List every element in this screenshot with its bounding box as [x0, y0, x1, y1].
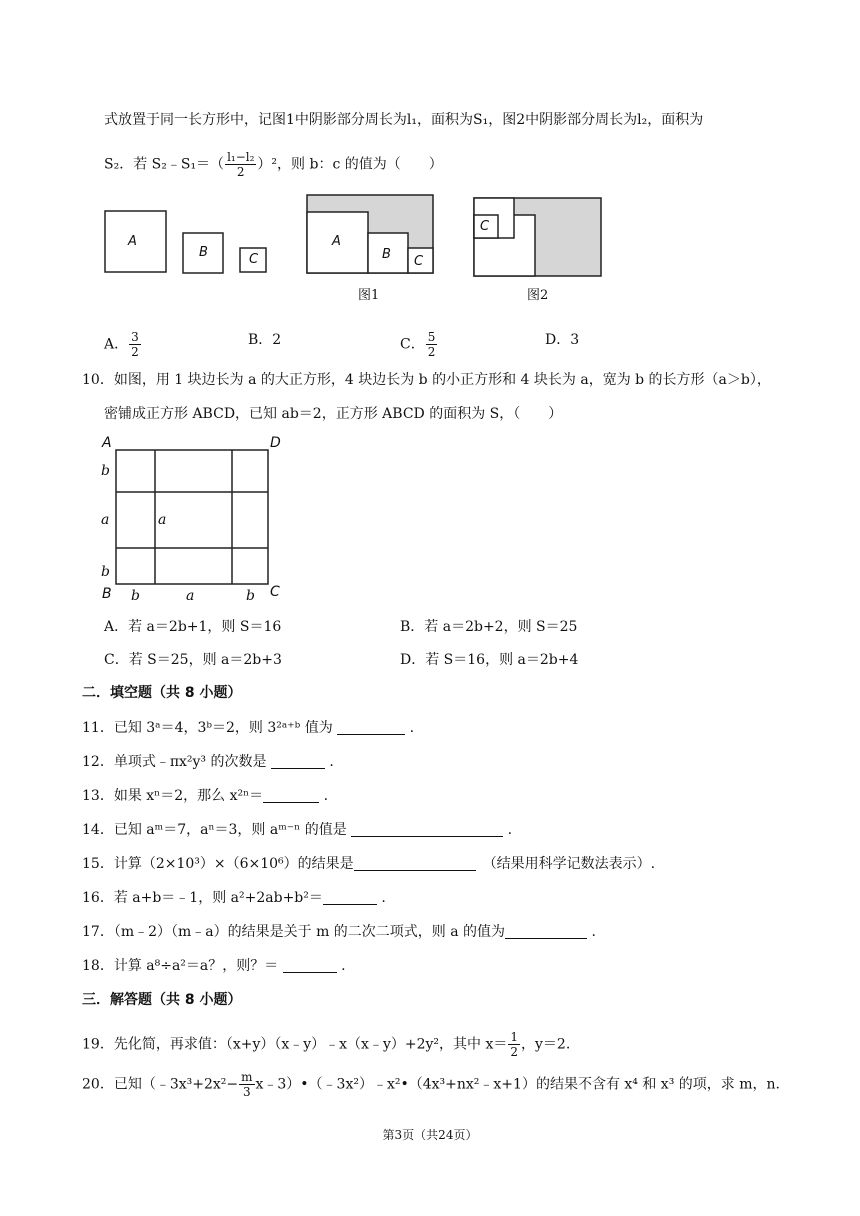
fig1-label-c: C — [414, 254, 424, 269]
q10-side-b-bottom: b — [101, 564, 110, 580]
fig2-caption: 图2 — [527, 288, 549, 303]
q17: 17．（m﹣2）（m﹣a）的结果是关于 m 的二次二项式，则 a 的值为 . — [82, 924, 596, 940]
q10-label-D: D — [270, 435, 281, 451]
label-b: B — [199, 245, 208, 260]
q9-option-d: D．3 — [545, 332, 580, 348]
q10-option-b: B．若 a＝2b+2，则 S＝25 — [400, 619, 578, 635]
q10-bottom-a: a — [186, 588, 195, 604]
q9-option-a: A． $\frac{3}{2}$ — [104, 330, 139, 359]
q10-bottom-b-left: b — [131, 588, 140, 604]
q10-option-c: C．若 S＝25，则 a＝2b+3 — [104, 652, 282, 668]
label-a: A — [128, 234, 137, 249]
q9-option-b: B．2 — [248, 332, 282, 348]
q12: 12．单项式﹣πx²y³ 的次数是 . — [82, 754, 334, 770]
q14: 14．已知 aᵐ＝7，aⁿ＝3，则 aᵐ⁻ⁿ 的值是 . — [82, 822, 513, 838]
q10-inner-a: a — [158, 512, 167, 528]
q10-line1: 10．如图，用 1 块边长为 a 的大正方形，4 块边长为 b 的小正方形和 4 块长为 a，宽为 b 的长方形（a＞b）， — [82, 372, 771, 388]
q13: 13．如果 xⁿ＝2，那么 x²ⁿ＝ . — [82, 788, 329, 804]
q9-option-c: C． $\frac{5}{2}$ — [400, 330, 436, 359]
q10-label-B: B — [102, 586, 112, 602]
q10-bottom-b-right: b — [246, 588, 255, 604]
q9-line1: 式放置于同一长方形中，记图1中阴影部分周长为l₁，面积为S₁，图2中阴影部分周长为l₂，面积为 — [104, 112, 704, 128]
q11: 11．已知 3ᵃ＝4，3ᵇ＝2，则 3²ᵃ⁺ᵇ 值为 . — [82, 720, 415, 736]
fig2-label-c: C — [480, 219, 490, 234]
q10-label-A: A — [102, 435, 112, 451]
q19: 19．先化简，再求值：（x+y）（x﹣y）﹣x（x﹣y）+2y²，其中 x＝ $\frac{1}{2}$ ，y＝2. — [82, 1030, 571, 1059]
q10-label-C: C — [270, 584, 280, 600]
q10-option-d: D．若 S＝16，则 a＝2b+4 — [400, 652, 579, 668]
q20: 20．已知（﹣3x³+2x²− $\frac{m}{3}$ x﹣3）•（﹣3x²）﹣x²•（4x³+nx²﹣x+1）的结果不含有 x⁴ 和 x³ 的项，求 m，n. — [82, 1070, 780, 1099]
abcd-square — [116, 450, 268, 584]
section-fill-title: 二．填空题（共 8 小题） — [82, 685, 242, 701]
q10-line2: 密铺成正方形 ABCD，已知 ab＝2，正方形 ABCD 的面积为 S，（ ） — [104, 406, 563, 422]
q10-option-a: A．若 a＝2b+1，则 S＝16 — [104, 619, 282, 635]
page-footer: 第3页（共24页） — [382, 1128, 478, 1142]
q18: 18．计算 a⁸÷a²＝a？，则？＝ . — [82, 958, 346, 974]
q9-frac-den: 2 — [236, 165, 245, 179]
section-answer-title: 三．解答题（共 8 小题） — [82, 992, 242, 1008]
q10-side-b-top: b — [101, 463, 110, 479]
fig1-label-b: B — [382, 247, 391, 262]
q16: 16．若 a+b＝﹣1，则 a²+2ab+b²＝ . — [82, 890, 386, 906]
q10-side-a: a — [101, 512, 110, 528]
q9-line2: S₂．若 S₂﹣S₁＝（ $\frac{\text{l₁−l₂}}{2}$ ）²，则 b：c 的值为（ ） — [104, 150, 443, 179]
q9-frac-num: l₁−l₂ — [227, 150, 255, 164]
q15: 15．计算（2×10³）×（6×10⁶）的结果是 （结果用科学记数法表示）. — [82, 856, 656, 872]
label-c: C — [249, 252, 259, 267]
fig1-caption: 图1 — [358, 288, 380, 303]
fig1-label-a: A — [332, 234, 341, 249]
